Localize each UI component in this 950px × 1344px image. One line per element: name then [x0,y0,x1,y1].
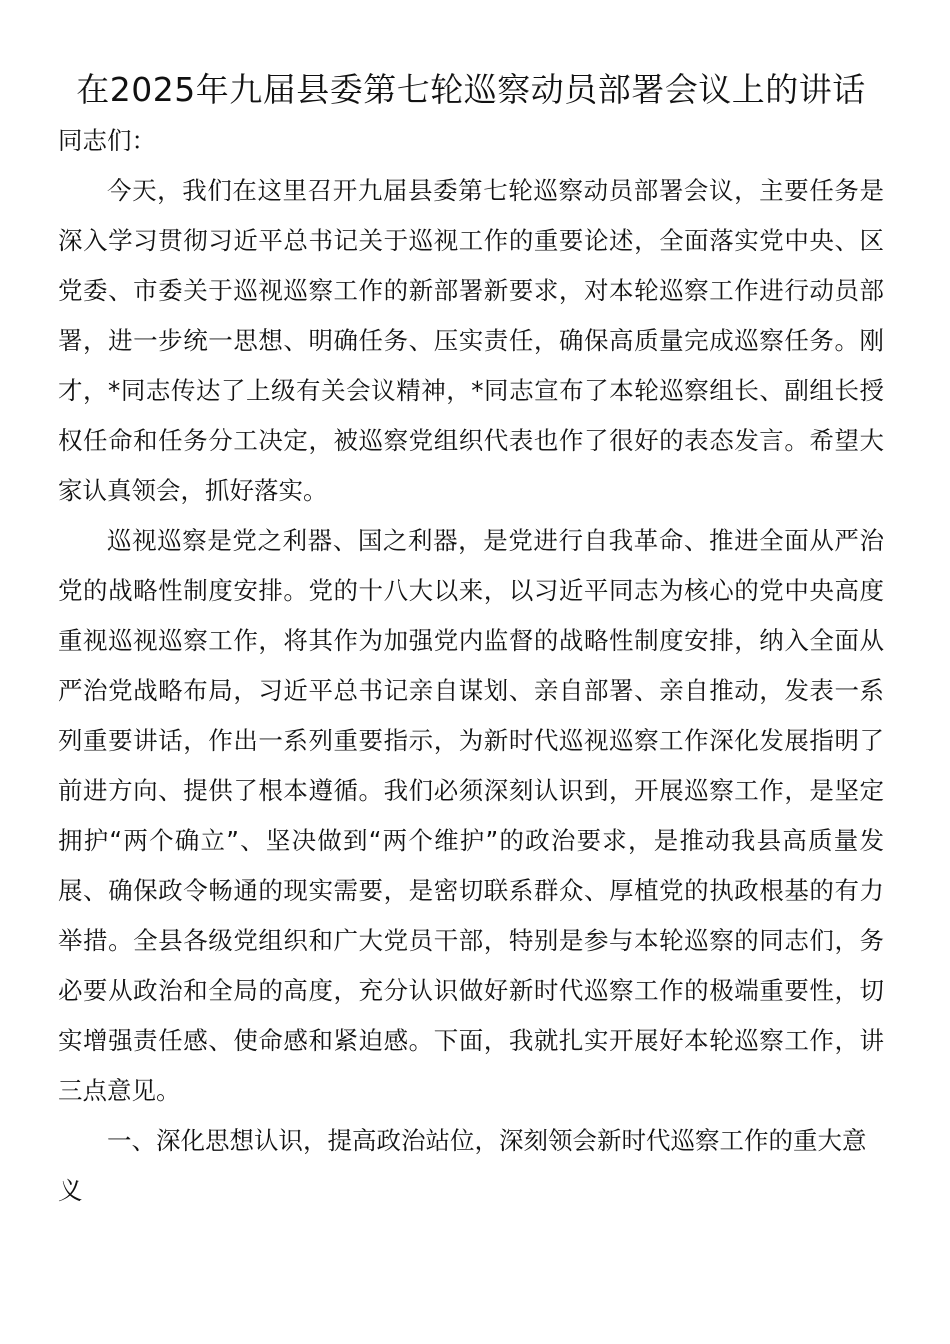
paragraph-significance: 巡视巡察是党之利器、国之利器，是党进行自我革命、推进全面从严治党的战略性制度安排。党的十八大以来，以习近平同志为核心的党中央高度重视巡视巡察工作，将其作为加强党内监督的战略性制度安排，纳入全面从严治党战略布局，习近平总书记亲自谋划、亲自部署、亲自推动，发表一系列重要讲话，作出一系列重要指示，为新时代巡视巡察工作深化发展指明了前进方向、提供了根本遵循。我们必须深刻认识到，开展巡察工作，是坚定拥护“两个确立”、坚决做到“两个维护”的政治要求，是推动我县高质量发展、确保政令畅通的现实需要，是密切联系群众、厚植党的执政根基的有力举措。全县各级党组织和广大党员干部，特别是参与本轮巡察的同志们，务必要从政治和全局的高度，充分认识做好新时代巡察工作的极端重要性，切实增强责任感、使命感和紧迫感。下面，我就扎实开展好本轮巡察工作，讲三点意见。 [58,526,884,1105]
document-page [58,64,884,1216]
salutation: 同志们： [58,126,156,155]
paragraph-opening: 今天，我们在这里召开九届县委第七轮巡察动员部署会议，主要任务是深入学习贯彻习近平总书记关于巡视工作的重要论述，全面落实党中央、区党委、市委关于巡视巡察工作的新部署新要求，对本轮巡察工作进行动员部署，进一步统一思想、明确任务、压实责任，确保高质量完成巡察任务。刚才，*同志传达了上级有关会议精神，*同志宣布了本轮巡察组长、副组长授权任命和任务分工决定，被巡察党组织代表也作了很好的表态发言。希望大家认真领会，抓好落实。 [58,176,884,505]
document-title: 在2025年九届县委第七轮巡察动员部署会议上的讲话 [76,70,866,109]
section-heading-1: 一、深化思想认识，提高政治站位，深刻领会新时代巡察工作的重大意义 [58,1126,867,1205]
